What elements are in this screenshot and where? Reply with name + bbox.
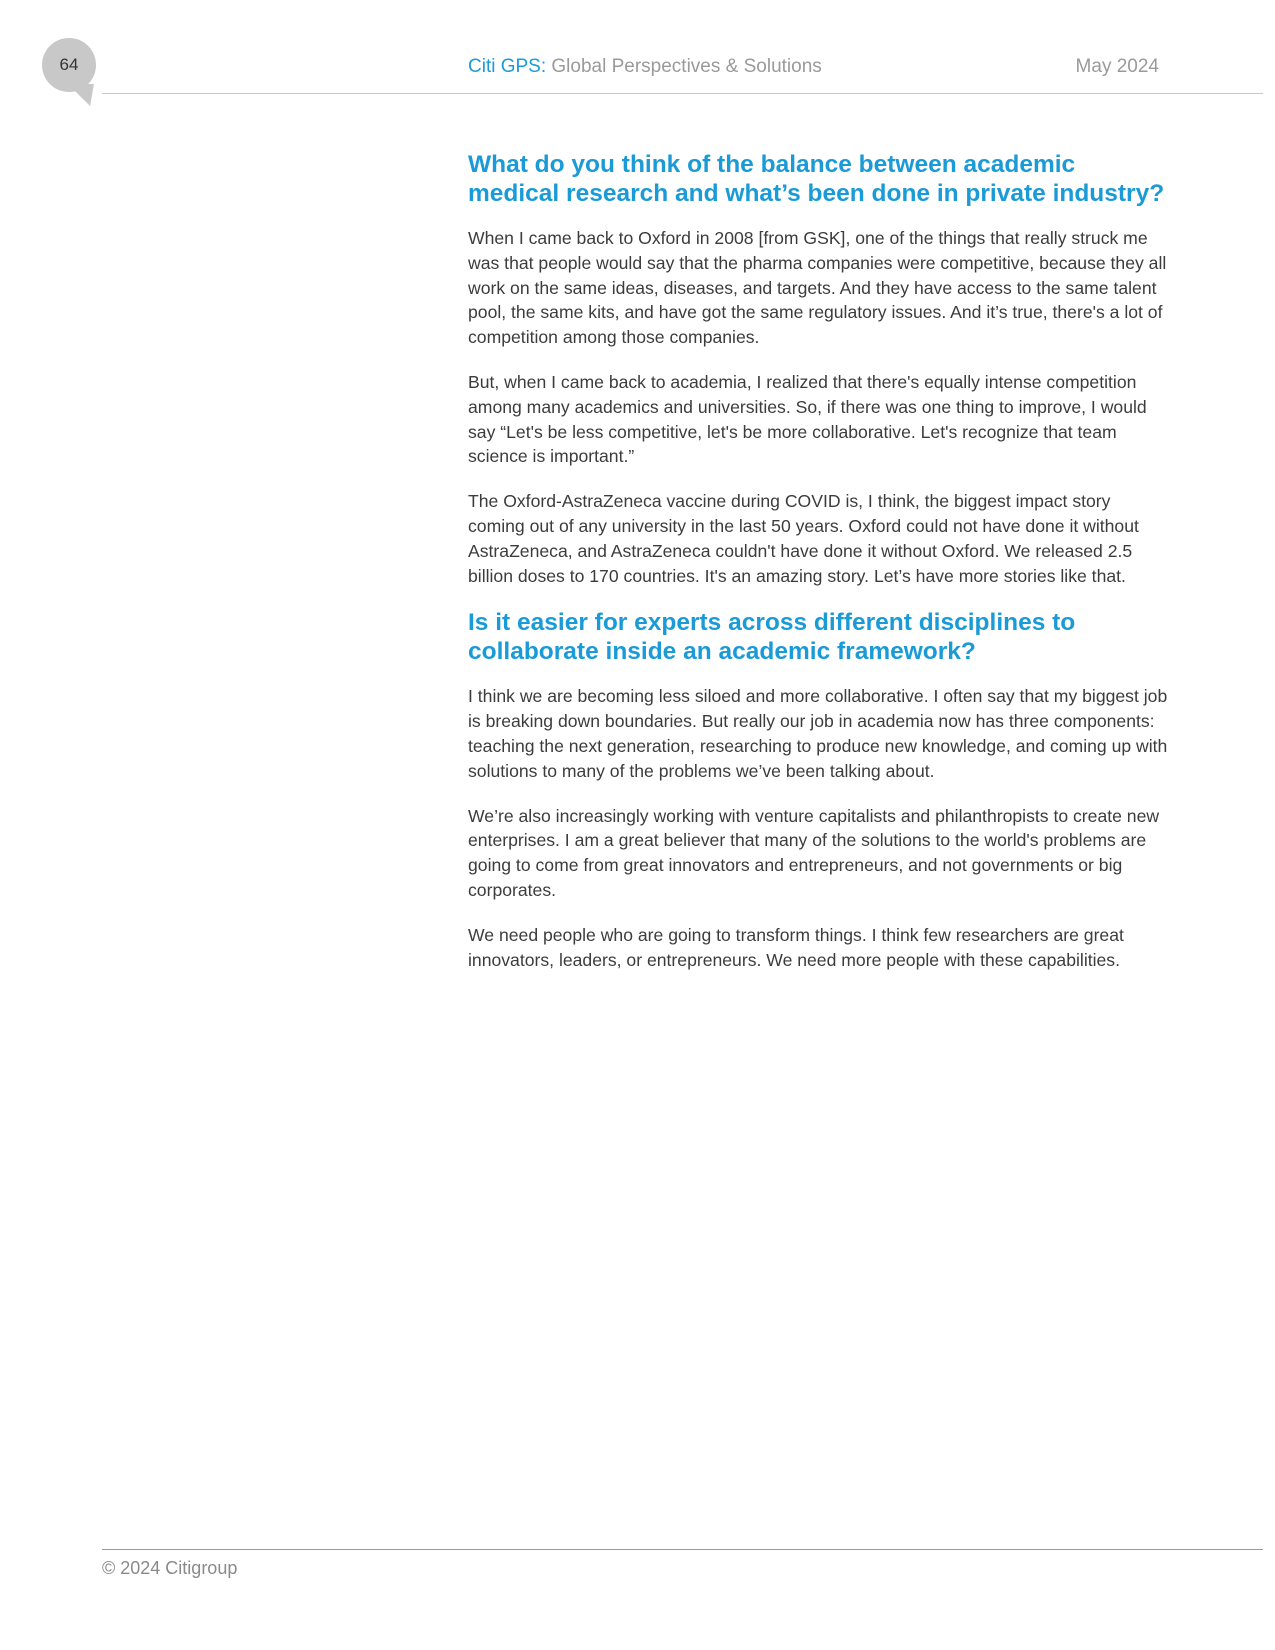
brand-name: Citi GPS: (468, 56, 547, 77)
question-heading: Is it easier for experts across different disciplines to collaborate inside an academic framework? (468, 609, 1076, 666)
header-subtitle: Global Perspectives & Solutions (551, 56, 822, 77)
header-title (468, 56, 822, 78)
page-number: 64 (59, 55, 79, 74)
question-heading: What do you think of the balance between academic medical research and what’s been done in private industry? (468, 151, 1165, 207)
footer-divider (102, 1549, 1263, 1550)
page-number-badge (42, 38, 96, 92)
answer-paragraph: But, when I came back to academia, I realized that there's equally intense competition among many academics and universities. So, if there was one thing to improve, I would say “Let's be less competitive, let's be more collaborative. Let's recognize that team science is important.” (468, 371, 1147, 467)
header-date: May 2024 (1075, 56, 1159, 77)
answer-paragraph: I think we are becoming less siloed and more collaborative. I often say that my biggest job is breaking down boundaries. But really our job in academia now has three components: teaching the next generation, researching to produce new knowledge, and coming up with solutions to many of the problems we’ve been talking about. (468, 686, 1168, 781)
answer-paragraph: We need people who are going to transform things. I think few researchers are great innovators, leaders, or entrepreneurs. We need more people with these capabilities. (468, 924, 1124, 970)
answer-paragraph: The Oxford-AstraZeneca vaccine during COVID is, I think, the biggest impact story coming out of any university in the last 50 years. Oxford could not have done it without AstraZeneca, and AstraZeneca couldn't have done it without Oxford. We released 2.5 billion doses to 170 countries. It's an amazing story. Let’s have more stories like that. (468, 491, 1139, 586)
answer-paragraph: We’re also increasingly working with venture capitalists and philanthropists to create new enterprises. I am a great believer that many of the solutions to the world's problems are going to come from great innovators and entrepreneurs, and not governments or big corporates. (468, 805, 1160, 900)
footer-copyright: © 2024 Citigroup (102, 1558, 238, 1578)
header-divider (102, 93, 1263, 94)
answer-paragraph: When I came back to Oxford in 2008 [from GSK], one of the things that really struck me was that people would say that the pharma companies were competitive, because they all work on the same ideas, diseases, and targets. And they have access to the same talent pool, the same kits, and have got the same regulatory issues. And it’s true, there's a lot of competition among those companies. (468, 228, 1167, 348)
article-body (468, 150, 1168, 992)
